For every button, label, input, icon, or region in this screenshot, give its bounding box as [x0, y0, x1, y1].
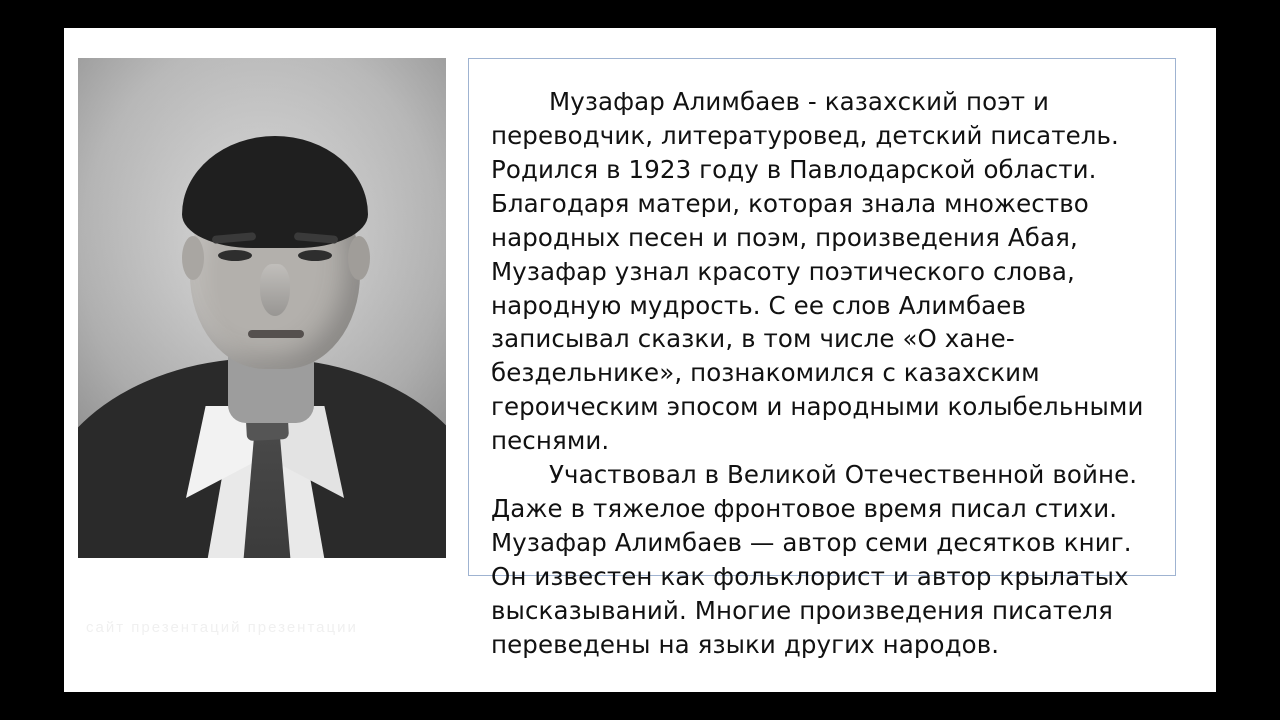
watermark-text: сайт презентаций презентации	[86, 619, 358, 636]
photo-eye-left	[218, 250, 252, 261]
portrait-photo-graphic	[78, 58, 446, 558]
biography-paragraph-2: Участвовал в Великой Отечественной войне. Даже в тяжелое фронтовое время писал стихи. Музафар Алимбаев — автор семи десятков книг. Он известен как фольклорист и автор крылатых высказываний. Многие произведения писателя переведены на языки других народов.	[491, 460, 1138, 659]
biography-textbox	[468, 58, 1176, 659]
slide-canvas	[64, 28, 1216, 692]
photo-eye-right	[298, 250, 332, 261]
photo-ear-right	[348, 236, 370, 280]
photo-nose	[260, 264, 290, 316]
portrait-image	[78, 58, 446, 558]
photo-ear-left	[182, 236, 204, 280]
biography-paragraph-1: Музафар Алимбаев - казахский поэт и переводчик, литературовед, детский писатель. Родился в 1923 году в Павлодарской области. Благодаря матери, которая знала множество народных песен и поэм, произведения Абая, Музафар узнал красоту поэтического слова, народную мудрость. С ее слов Алимбаев записывал сказки, в том числе «О хане-бездельнике», познакомился с казахским героическим эпосом и народными колыбельными песнями.	[491, 87, 1144, 456]
photo-mouth	[248, 330, 304, 338]
